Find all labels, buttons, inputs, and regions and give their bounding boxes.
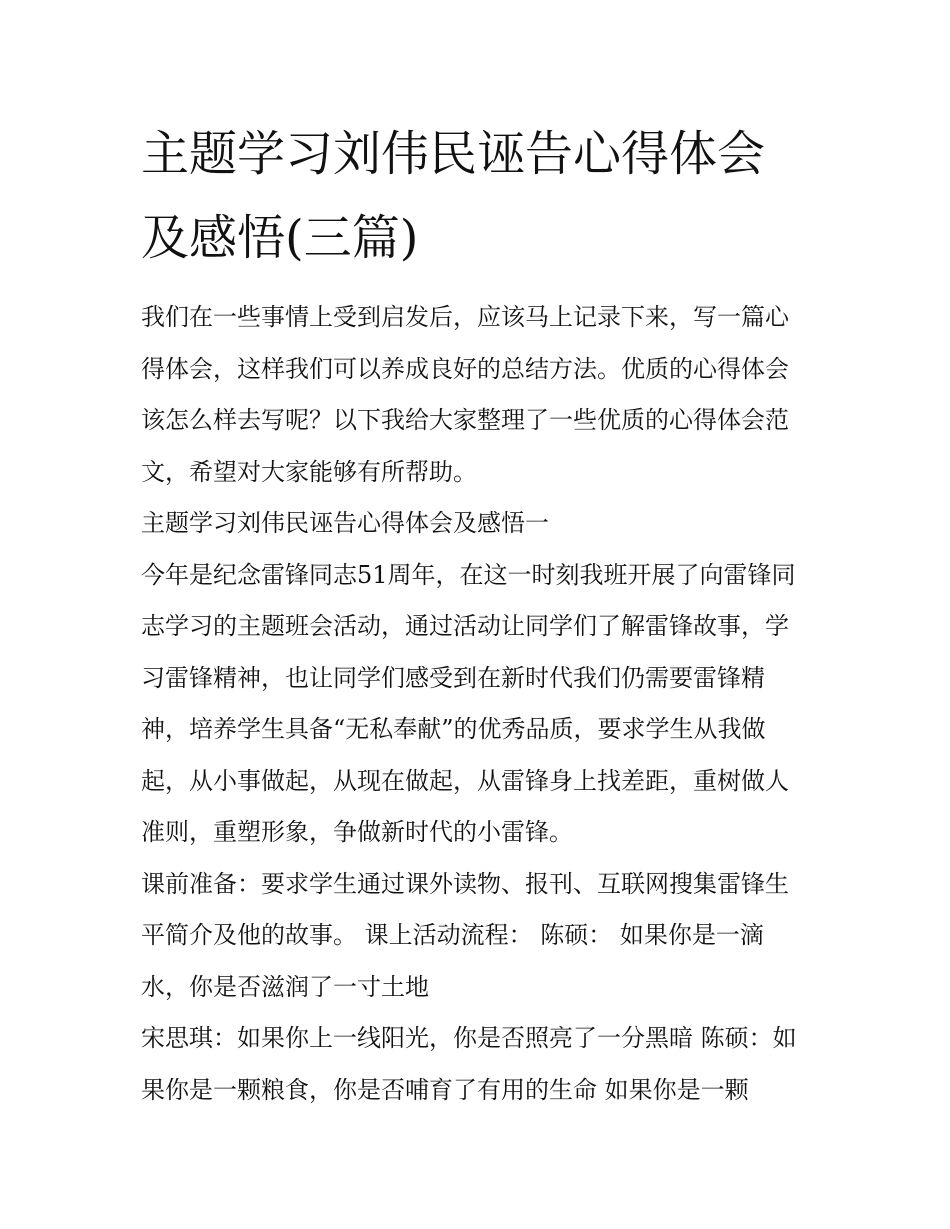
body-paragraph: 宋思琪：如果你上一线阳光，你是否照亮了一分黑暗 陈硕：如果你是一颗粮食，你是否哺育了有用的生命 如果你是一颗 [141,1024,797,1104]
document-title: 主题学习刘伟民诬告心得体会及感悟(三篇) [141,126,766,266]
intro-paragraph: 我们在一些事情上受到启发后，应该马上记录下来，写一篇心得体会，这样我们可以养成良好的总结方法。优质的心得体会该怎么样去写呢？以下我给大家整理了一些优质的心得体会范文，希望对大家能够有所帮助。 [141,303,789,486]
body-paragraph: 今年是纪念雷锋同志51周年，在这一时刻我班开展了向雷锋同志学习的主题班会活动，通过活动让同学们了解雷锋故事，学习雷锋精神，也让同学们感受到在新时代我们仍需要雷锋精神，培养学生具备“无私奉献”的优秀品质，要求学生从我做起，从小事做起，从现在做起，从雷锋身上找差距，重树做人准则，重塑形象，争做新时代的小雷锋。 [141,560,796,846]
document-body [141,112,811,1116]
body-paragraph: 课前准备：要求学生通过课外读物、报刊、互联网搜集雷锋生平简介及他的故事。 课上活动流程： 陈硕： 如果你是一滴水，你是否滋润了一寸土地 [141,869,789,1001]
section-heading: 主题学习刘伟民诬告心得体会及感悟一 [141,509,549,537]
